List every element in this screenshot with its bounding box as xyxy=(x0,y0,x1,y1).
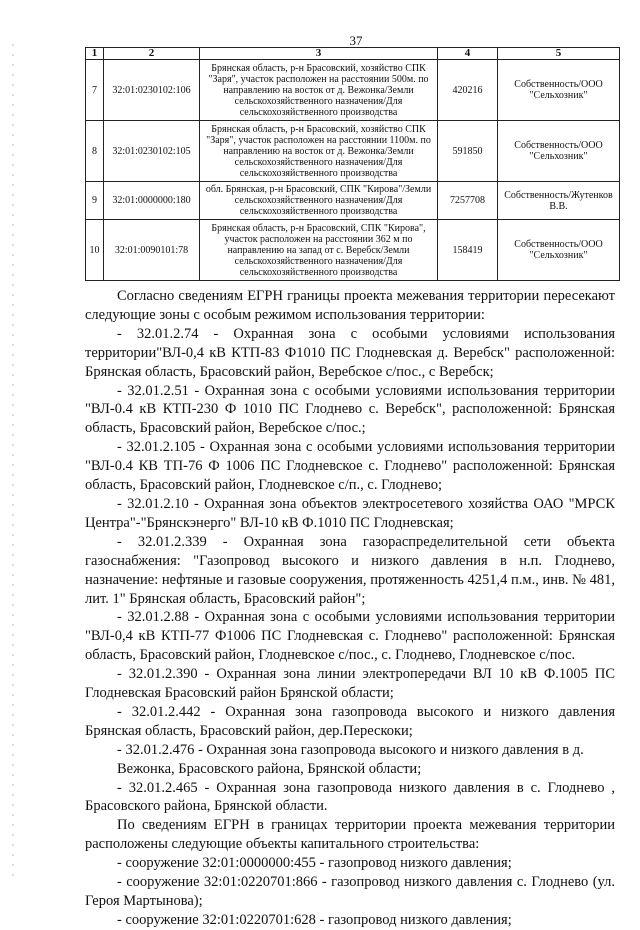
objects-intro: По сведениям ЕГРН в границах территории проекта межевания территории расположены следующие объекты капитального строительства: xyxy=(85,817,615,853)
binding-marks xyxy=(10,40,16,880)
cadastral-number: 32:01:0090101:78 xyxy=(104,220,200,281)
header-col-4: 4 xyxy=(438,48,498,60)
plot-area: 7257708 xyxy=(438,182,498,220)
header-col-1: 1 xyxy=(86,48,104,60)
land-plots-table-container xyxy=(85,47,619,281)
plot-area: 158419 xyxy=(438,220,498,281)
plot-owner: Собственность/ООО "Сельхозник" xyxy=(498,60,620,121)
plot-owner: Собственность/ООО "Сельхозник" xyxy=(498,121,620,182)
object-item: - сооружение 32:01:0220701:866 - газопровод низкого давления с. Глоднево (ул. Героя Мартынова); xyxy=(85,874,615,909)
cadastral-number: 32:01:0230102:105 xyxy=(104,121,200,182)
row-number: 8 xyxy=(86,121,104,182)
row-number: 9 xyxy=(86,182,104,220)
zone-item: - 32.01.2.442 - Охранная зона газопровода высокого и низкого давления Брянская область, Брасовский район, дер.Перескоки; xyxy=(85,703,615,739)
object-item: - сооружение 32:01:0220701:628 - газопровод низкого давления; xyxy=(117,911,512,928)
plot-area: 591850 xyxy=(438,121,498,182)
plot-description: обл. Брянская, р-н Брасовский, СПК "Кирова"/Земли сельскохозяйственного назначения/Для сельскохозяйственного производства xyxy=(200,182,438,220)
document-body xyxy=(85,287,615,930)
zone-item: - 32.01.2.339 - Охранная зона газораспределительной сети объекта газоснабжения: "Газопровод высокого и низкого давления в н.п. Глоднево, назначение: нефтяные и газовые сооружения, протяженность 4251,4 п.м., инв. № 481, лит. 1" Брянская область, Брасовский район"; xyxy=(85,533,615,607)
table-row xyxy=(86,220,620,281)
zone-item: - 32.01.2.51 - Охранная зона с особыми условиями использования территории "ВЛ-0.4 кВ КТП-230 Ф 1010 ПС Глоднево с. Веребск", расположенной: Брянская область, Брасовский район, Веребское с/пос.; xyxy=(85,382,615,437)
zone-item: - 32.01.2.465 - Охранная зона газопровода низкого давления в с. Глоднево , Брасовского района, Брянской области. xyxy=(85,779,615,815)
plot-description: Брянская область, р-н Брасовский, СПК "Кирова", участок расположен на расстоянии 362 м по направлению на запад от с. Веребск/Земли сельскохозяйственного назначения/Для сельскохозяйственного производства xyxy=(200,220,438,281)
land-plots-table xyxy=(85,47,620,281)
plot-owner: Собственность/Жутенков В.В. xyxy=(498,182,620,220)
page-number: 37 xyxy=(349,33,363,48)
zone-item: - 32.01.2.476 - Охранная зона газопровода высокого и низкого давления в д. xyxy=(117,741,584,758)
zone-item-continuation: Вежонка, Брасовского района, Брянской области; xyxy=(117,760,422,777)
header-col-5: 5 xyxy=(498,48,620,60)
header-col-2: 2 xyxy=(104,48,200,60)
cadastral-number: 32:01:0000000:180 xyxy=(104,182,200,220)
table-header-row xyxy=(86,48,620,60)
zones-intro: Согласно сведениям ЕГРН границы проекта межевания территории пересекают следующие зоны с особым режимом использования территории: xyxy=(85,288,615,323)
zone-item: - 32.01.2.88 - Охранная зона с особыми условиями использования территории "ВЛ-0,4 кВ КТП-77 Ф1006 ПС Глодневская с. Глоднево" расположенной: Брянская область, Брасовский район, Глодневское с/пос., с. Глоднево, Глодневское с/пос. xyxy=(85,609,615,664)
zone-item: - 32.01.2.10 - Охранная зона объектов электросетевого хозяйства ОАО "МРСК Центра"-"Брянскэнерго" ВЛ-10 кВ Ф.1010 ПС Глодневская; xyxy=(85,495,615,531)
zone-item: - 32.01.2.390 - Охранная зона линии электропередачи ВЛ 10 кВ Ф.1005 ПС Глодневская Брасовский район Брянской области; xyxy=(85,666,615,702)
plot-description: Брянская область, р-н Брасовский, хозяйство СПК "Заря", участок расположен на расстоянии 500м. по направлению на восток от д. Вежонка/Земли сельскохозяйственного назначения/Для сельскохозяйственного производства xyxy=(200,60,438,121)
object-item: - сооружение 32:01:0000000:455 - газопровод низкого давления; xyxy=(117,855,512,872)
plot-area: 420216 xyxy=(438,60,498,121)
zone-item: - 32.01.2.105 - Охранная зона с особыми условиями использования территории "ВЛ-0.4 КВ ТП-76 Ф 1006 ПС Глодневское с. Глоднево" расположенной: Брянская область, Брасовский район, Глодневское с/п., с. Глоднево; xyxy=(85,439,615,494)
table-row xyxy=(86,60,620,121)
plot-owner: Собственность/ООО "Сельхозник" xyxy=(498,220,620,281)
table-row xyxy=(86,121,620,182)
plot-description: Брянская область, р-н Брасовский, хозяйство СПК "Заря", участок расположен на расстоянии 1100м. по направлению на восток от д. Вежонка/Земли сельскохозяйственного назначения/Для сельскохозяйственного производства xyxy=(200,121,438,182)
row-number: 7 xyxy=(86,60,104,121)
zone-item: - 32.01.2.74 - Охранная зона с особыми условиями использования территории"ВЛ-0,4 кВ КТП-83 Ф1010 ПС Глодневская д. Веребск" расположенной: Брянская область, Брасовский район, Веребское с/пос., с Веребск; xyxy=(85,325,615,380)
header-col-3: 3 xyxy=(200,48,438,60)
table-row xyxy=(86,182,620,220)
row-number: 10 xyxy=(86,220,104,281)
cadastral-number: 32:01:0230102:106 xyxy=(104,60,200,121)
